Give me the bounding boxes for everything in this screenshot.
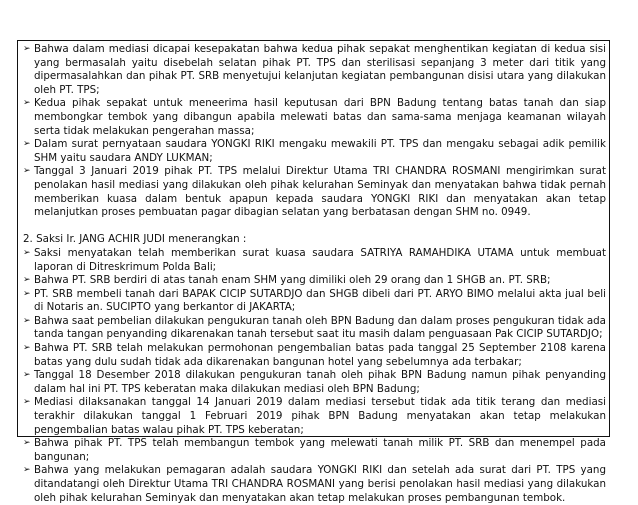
bullet-text: PT. SRB membeli tanah dari BAPAK CICIP SUTARDJO dan SHGB dibeli dari PT. ARYO BIMO melalui akta jual beli di Notaris an. SUCIPTO yang berkantor di JAKARTA; [34, 287, 606, 314]
bullet-text: Bahwa dalam mediasi dicapai kesepakatan bahwa kedua pihak sepakat menghentikan kegiatan di kedua sisi yang bermasalah yaitu disebelah selatan pihak PT. TPS dan sterilisasi sepanjang 3 meter dari titik yang dipermasalahkan dan pihak PT. SRB menyetujui kelanjutan kegiatan pembangunan disisi utara yang dilakukan oleh PT. TPS; [34, 43, 606, 96]
bullet-item [23, 288, 606, 315]
bullet-item [23, 97, 606, 138]
arrow-bullet-icon: ➢ [23, 275, 31, 286]
bullet-text: Mediasi dilaksanakan tanggal 14 Januari 2019 dalam mediasi tersebut tidak ada titik terang dan mediasi terakhir dilakukan tanggal 1 Februari 2019 pihak BPN Badung menyatakan akan tetap melakukan pengembalian batas walau pihak PT. TPS keberatan; [34, 396, 606, 436]
bullet-item [23, 138, 606, 165]
bullet-text: Saksi menyatakan telah memberikan surat kuasa saudara SATRIYA RAMAHDIKA UTAMA untuk membuat laporan di Ditreskrimum Polda Bali; [34, 246, 606, 273]
bullet-text: Kedua pihak sepakat untuk meneerima hasil keputusan dari BPN Badung tentang batas tanah dan siap membongkar tembok yang dibangun apabila melewati batas dan sama-sama menjaga keamanan wilayah serta tidak melakukan pengerahan massa; [34, 97, 606, 137]
bullet-item [23, 315, 606, 342]
arrow-bullet-icon: ➢ [23, 166, 31, 177]
bullet-item [23, 165, 606, 219]
arrow-bullet-icon: ➢ [23, 288, 31, 299]
bullet-item [23, 437, 606, 464]
arrow-bullet-icon: ➢ [23, 370, 31, 381]
arrow-bullet-icon: ➢ [23, 465, 31, 476]
bullet-text: Bahwa PT. SRB berdiri di atas tanah enam SHM yang dimiliki oleh 29 orang dan 1 SHGB an. PT. SRB; [34, 274, 551, 287]
bullet-text: Bahwa pihak PT. TPS telah membangun tembok yang melewati tanah milik PT. SRB dan menempel pada bangunan; [34, 437, 606, 463]
section-gap [23, 220, 606, 234]
bullet-text: Dalam surat pernyataan saudara YONGKI RIKI mengaku mewakili PT. TPS dan mengaku sebagai adik pemilik SHM yaitu saudara ANDY LUKMAN; [34, 138, 606, 164]
bullet-text: Tanggal 3 Januari 2019 pihak PT. TPS melalui Direktur Utama TRI CHANDRA ROSMANI mengirimkan surat penolakan hasil mediasi yang dilakukan oleh pihak kelurahan Seminyak dan menyatakan bahwa tidak pernah memberikan kuasa dalam bentuk apapun kepada saudara YONGKI RIKI dan menyatakan akan tetap melanjutkan proses pembuatan pagar dibagian selatan yang berbatasan dengan SHM no. 0949. [34, 165, 606, 219]
bullet-item [23, 369, 606, 396]
section-2-list [23, 247, 606, 505]
bullet-item [23, 396, 606, 437]
arrow-bullet-icon: ➢ [23, 343, 31, 354]
arrow-bullet-icon: ➢ [23, 315, 31, 326]
arrow-bullet-icon: ➢ [23, 438, 31, 449]
bullet-item [23, 342, 606, 369]
arrow-bullet-icon: ➢ [23, 397, 31, 408]
document-frame [17, 40, 610, 504]
bullet-item [23, 247, 606, 274]
bullet-text: Tanggal 18 Desember 2018 dilakukan pengukuran tanah oleh pihak BPN Badung namun pihak penyanding dalam hal ini PT. TPS keberatan maka dilakukan mediasi oleh BPN Badung; [34, 369, 606, 395]
arrow-bullet-icon: ➢ [23, 98, 31, 109]
bullet-text: Bahwa saat pembelian dilakukan pengukuran tanah oleh BPN Badung dan dalam proses pengukuran tidak ada tanda tangan penyanding dikarenakan tanah tersebut saat itu masih dalam penguasaan Pak CICIP SUTARDJO; [34, 314, 606, 341]
arrow-bullet-icon: ➢ [23, 44, 31, 54]
arrow-bullet-icon: ➢ [23, 247, 31, 258]
arrow-bullet-icon: ➢ [23, 139, 31, 150]
section-1-list [23, 43, 606, 220]
section-2-heading: 2. Saksi Ir. JANG ACHIR JUDI menerangkan : [23, 233, 247, 246]
bullet-item [23, 43, 606, 97]
bullet-item [23, 274, 606, 288]
bullet-text: Bahwa PT. SRB telah melakukan permohonan pengembalian batas pada tanggal 25 September 2108 karena batas yang dulu sudah tidak ada dikarenakan bangunan hotel yang sebelumnya ada terbakar; [34, 342, 606, 368]
bullet-item [23, 464, 606, 505]
bullet-text: Bahwa yang melakukan pemagaran adalah saudara YONGKI RIKI dan setelah ada surat dari PT. TPS yang ditandatangi oleh Direktur Utama TRI CHANDRA ROSMANI yang berisi penolakan hasil mediasi yang dilakukan oleh pihak kelurahan Seminyak dan menyatakan akan tetap melakukan proses pembangunan tembok. [34, 464, 606, 504]
